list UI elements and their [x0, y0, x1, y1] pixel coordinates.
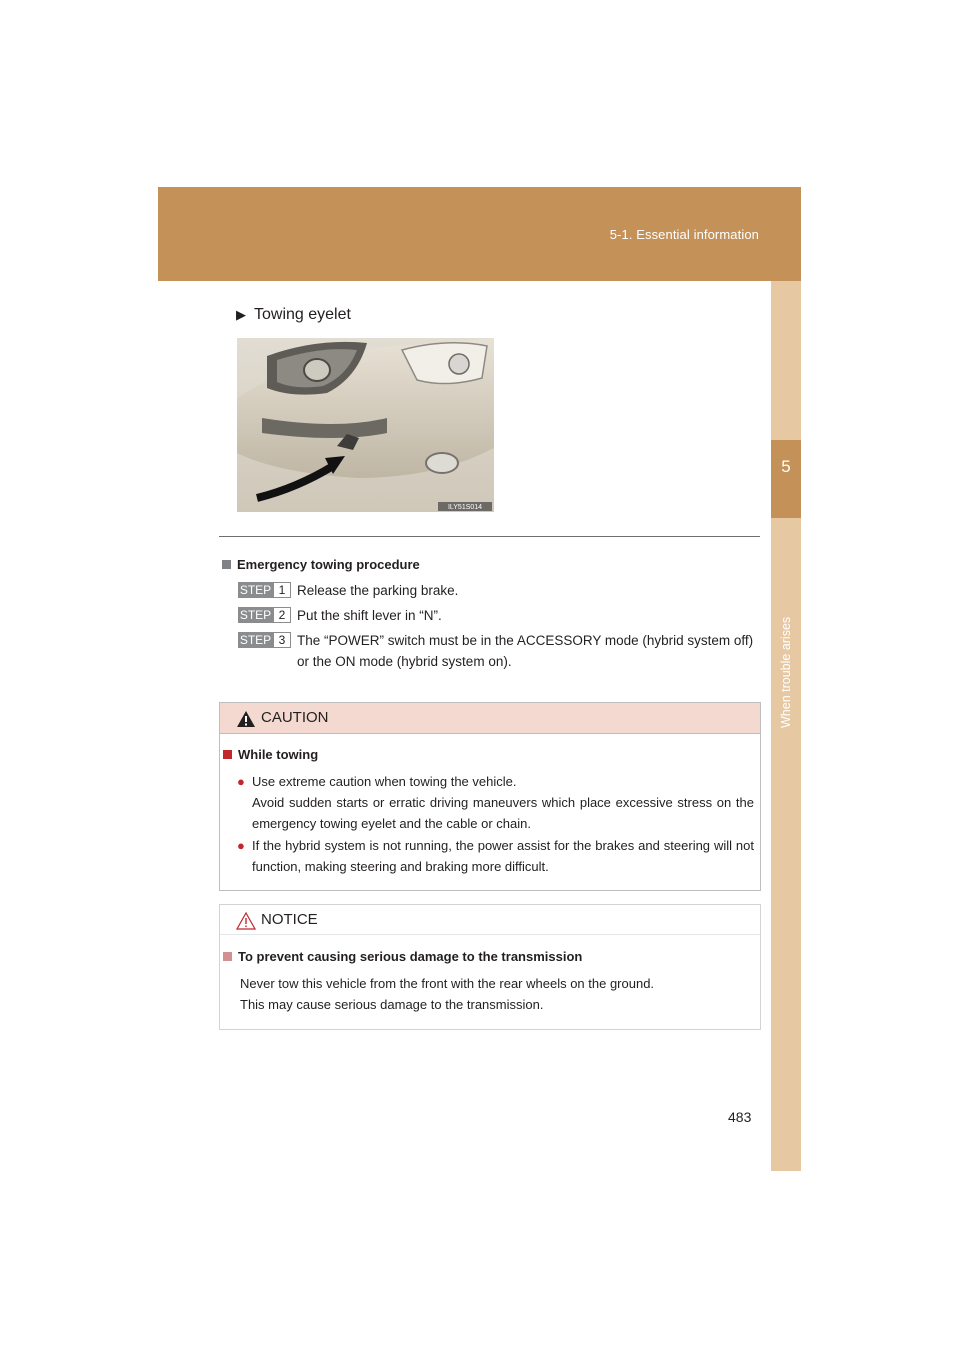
notice-box — [219, 904, 761, 1030]
square-bullet-icon — [222, 560, 231, 569]
chapter-title: When trouble arises — [779, 616, 793, 728]
section-title: 5-1. Essential information — [609, 227, 759, 242]
caution-bullet-line: Use extreme caution when towing the vehicle. — [252, 774, 517, 789]
notice-header — [220, 905, 760, 935]
notice-line: Never tow this vehicle from the front with the rear wheels on the ground. — [240, 976, 655, 991]
image-code: ILY51S014 — [447, 504, 483, 511]
towing-eyelet-photo — [237, 338, 494, 512]
chapter-side-tab — [771, 281, 801, 1171]
step-text: The “POWER” switch must be in the ACCESSORY mode (hybrid system off) or the ON mode (hybrid system on). — [297, 633, 754, 669]
notice-subheading — [223, 949, 582, 964]
square-bullet-icon — [223, 952, 232, 961]
page-number: 483 — [728, 1109, 752, 1125]
step-badge-label: STEP — [239, 583, 272, 597]
step-badge-number: 2 — [273, 607, 291, 623]
step-text: Release the parking brake. — [297, 583, 459, 598]
step-badge — [238, 582, 290, 598]
car-front-illustration — [237, 338, 494, 512]
item-title — [236, 306, 351, 324]
step-text: Put the shift lever in “N”. — [297, 608, 442, 623]
notice-line: This may cause serious damage to the transmission. — [240, 997, 544, 1012]
notice-subheading-text: To prevent causing serious damage to the transmission — [238, 949, 583, 964]
caution-subheading-text: While towing — [238, 747, 319, 762]
warning-icon — [236, 912, 256, 930]
header-band — [158, 187, 801, 281]
caution-header — [220, 703, 760, 734]
triangle-right-icon: ▶ — [236, 307, 246, 322]
caution-box — [219, 702, 761, 891]
square-bullet-icon — [223, 750, 232, 759]
caution-bullet-text: If the hybrid system is not running, the power assist for the brakes and steering will not function, making steering and braking more difficult. — [252, 838, 754, 874]
bullet-dot-icon: ● — [237, 838, 245, 853]
item-title-text: Towing eyelet — [254, 306, 351, 323]
step-badge-label: STEP — [239, 608, 272, 622]
procedure-heading — [222, 557, 420, 572]
bullet-dot-icon: ● — [237, 774, 245, 789]
step-badge-number: 1 — [273, 582, 291, 598]
chapter-number-box — [771, 440, 801, 518]
divider — [219, 536, 760, 537]
caution-subheading — [223, 747, 318, 762]
step-badge — [238, 632, 290, 648]
step-badge-number: 3 — [273, 632, 291, 648]
warning-icon — [236, 710, 256, 728]
step-badge-label: STEP — [239, 633, 272, 647]
caution-bullet-line: Avoid sudden starts or erratic driving maneuvers which place excessive stress on the emergency towing eyelet and the cable or chain. — [252, 795, 754, 831]
procedure-heading-text: Emergency towing procedure — [237, 557, 420, 572]
caution-title: CAUTION — [261, 709, 329, 726]
notice-title: NOTICE — [261, 911, 318, 928]
step-badge — [238, 607, 290, 623]
chapter-number: 5 — [781, 457, 791, 476]
